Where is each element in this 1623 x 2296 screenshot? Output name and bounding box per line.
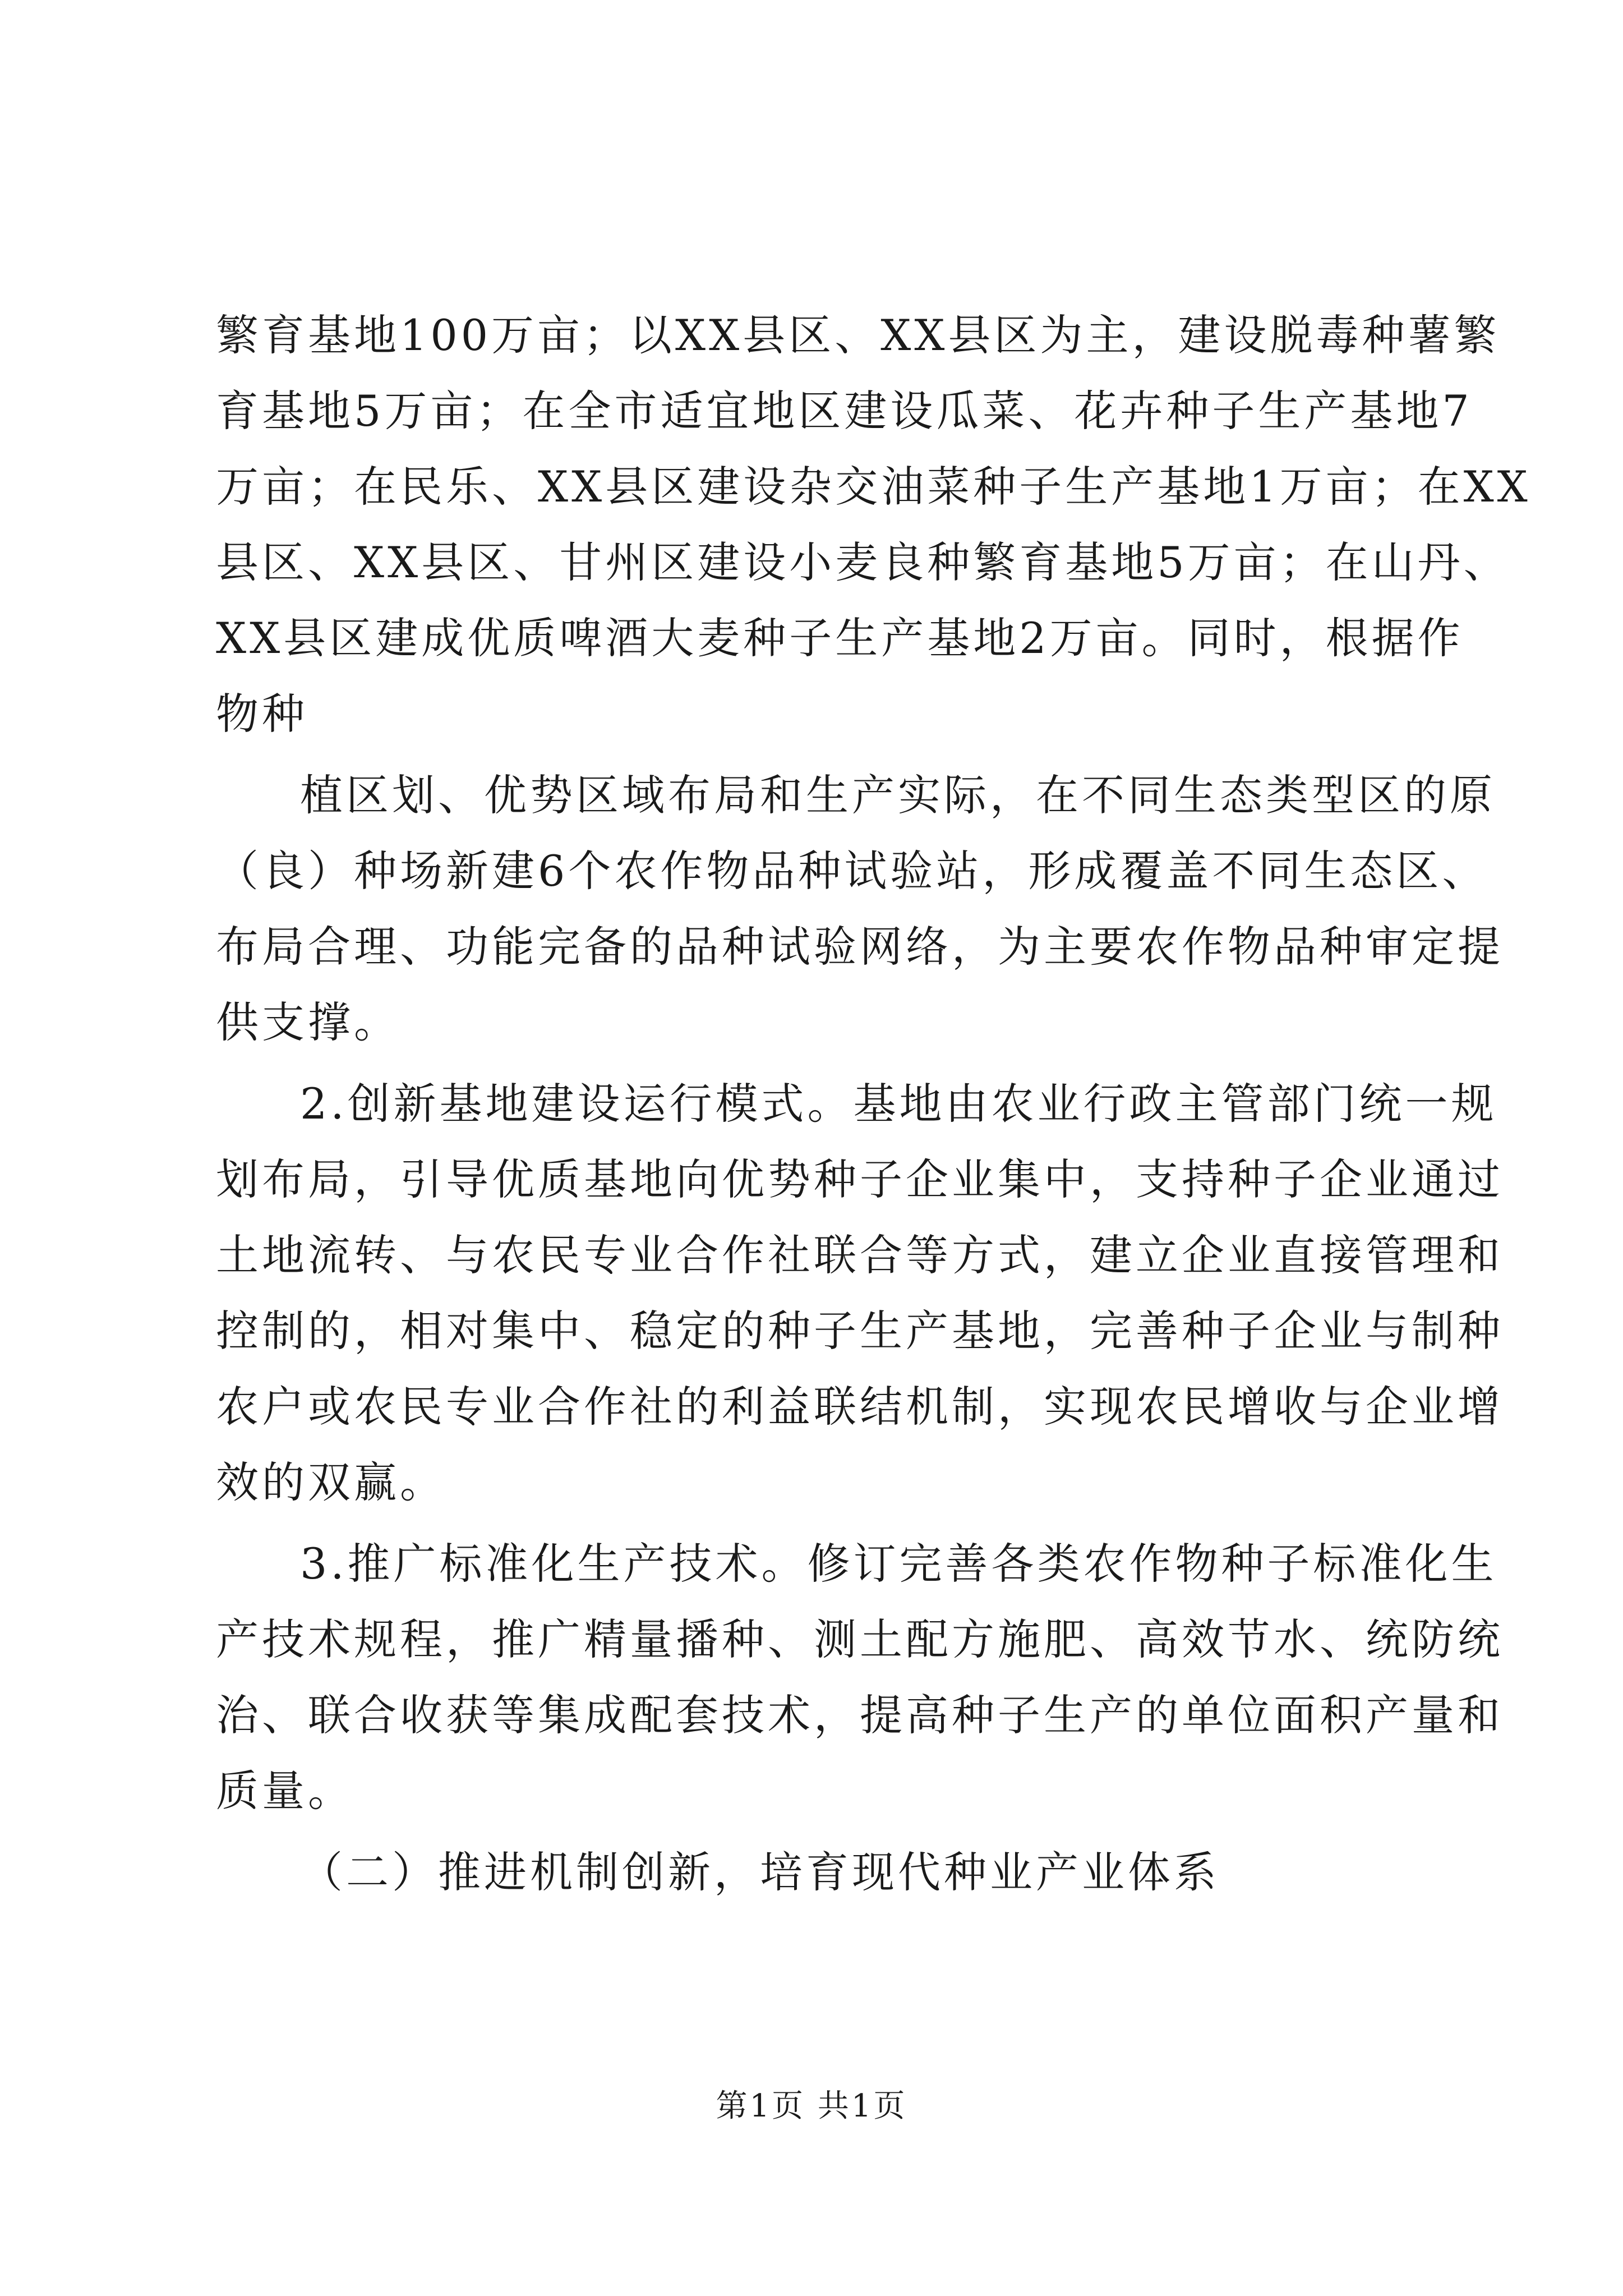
paragraph-2 — [216, 757, 1504, 1060]
text-line: 效的双赢。 — [216, 1457, 446, 1507]
text-line: 供支撑。 — [216, 997, 400, 1047]
paragraph-1 — [216, 297, 1531, 752]
text-line: 2.创新基地建设运行模式。基地由农业行政主管部门统一规 — [300, 1079, 1497, 1129]
paragraph-3 — [216, 1066, 1504, 1520]
paragraph-spacer — [216, 752, 1416, 757]
text-line: 划布局，引导优质基地向优势种子企业集中，支持种子企业通过 — [216, 1154, 1504, 1204]
text-line: 县区、XX县区、甘州区建设小麦良种繁育基地5万亩；在山丹、 — [216, 537, 1510, 587]
text-line: 控制的，相对集中、稳定的种子生产基地，完善种子企业与制种 — [216, 1306, 1504, 1356]
text-line: 植区划、优势区域布局和生产实际，在不同生态类型区的原 — [300, 770, 1496, 820]
paragraph-spacer — [216, 1060, 1416, 1066]
text-line: （良）种场新建6个农作物品种试验站，形成覆盖不同生态区、 — [216, 846, 1488, 896]
text-line: 万亩；在民乐、XX县区建设杂交油菜种子生产基地1万亩；在XX — [216, 462, 1531, 512]
paragraph-spacer — [216, 1829, 1416, 1834]
text-line: 产技术规程，推广精量播种、测土配方施肥、高效节水、统防统 — [216, 1614, 1504, 1664]
paragraph-4 — [216, 1526, 1504, 1829]
paragraph-spacer — [216, 1520, 1416, 1526]
text-line: XX县区建成优质啤酒大麦种子生产基地2万亩。同时，根据作 — [216, 613, 1464, 663]
text-line: 质量。 — [216, 1766, 354, 1816]
text-line: 3.推广标准化生产技术。修订完善各类农作物种子标准化生 — [300, 1539, 1497, 1589]
text-line: 布局合理、功能完备的品种试验网络，为主要农作物品种审定提 — [216, 922, 1504, 972]
text-line: 治、联合收获等集成配套技术，提高种子生产的单位面积产量和 — [216, 1690, 1504, 1740]
text-line: 育基地5万亩；在全市适宜地区建设瓜菜、花卉种子生产基地7 — [216, 386, 1473, 436]
section-heading — [216, 1834, 1416, 1910]
text-line: 农户或农民专业合作社的利益联结机制，实现农民增收与企业增 — [216, 1382, 1504, 1432]
text-line: 物种 — [216, 689, 308, 739]
text-line: 繁育基地100万亩；以XX县区、XX县区为主，建设脱毒种薯繁 — [216, 310, 1500, 360]
text-line: 土地流转、与农民专业合作社联合等方式，建立企业直接管理和 — [216, 1230, 1504, 1280]
document-body — [216, 297, 1531, 1910]
section-heading-text: （二）推进机制创新，培育现代种业产业体系 — [300, 1847, 1220, 1897]
page-footer: 第1页 共1页 — [716, 2088, 907, 2124]
